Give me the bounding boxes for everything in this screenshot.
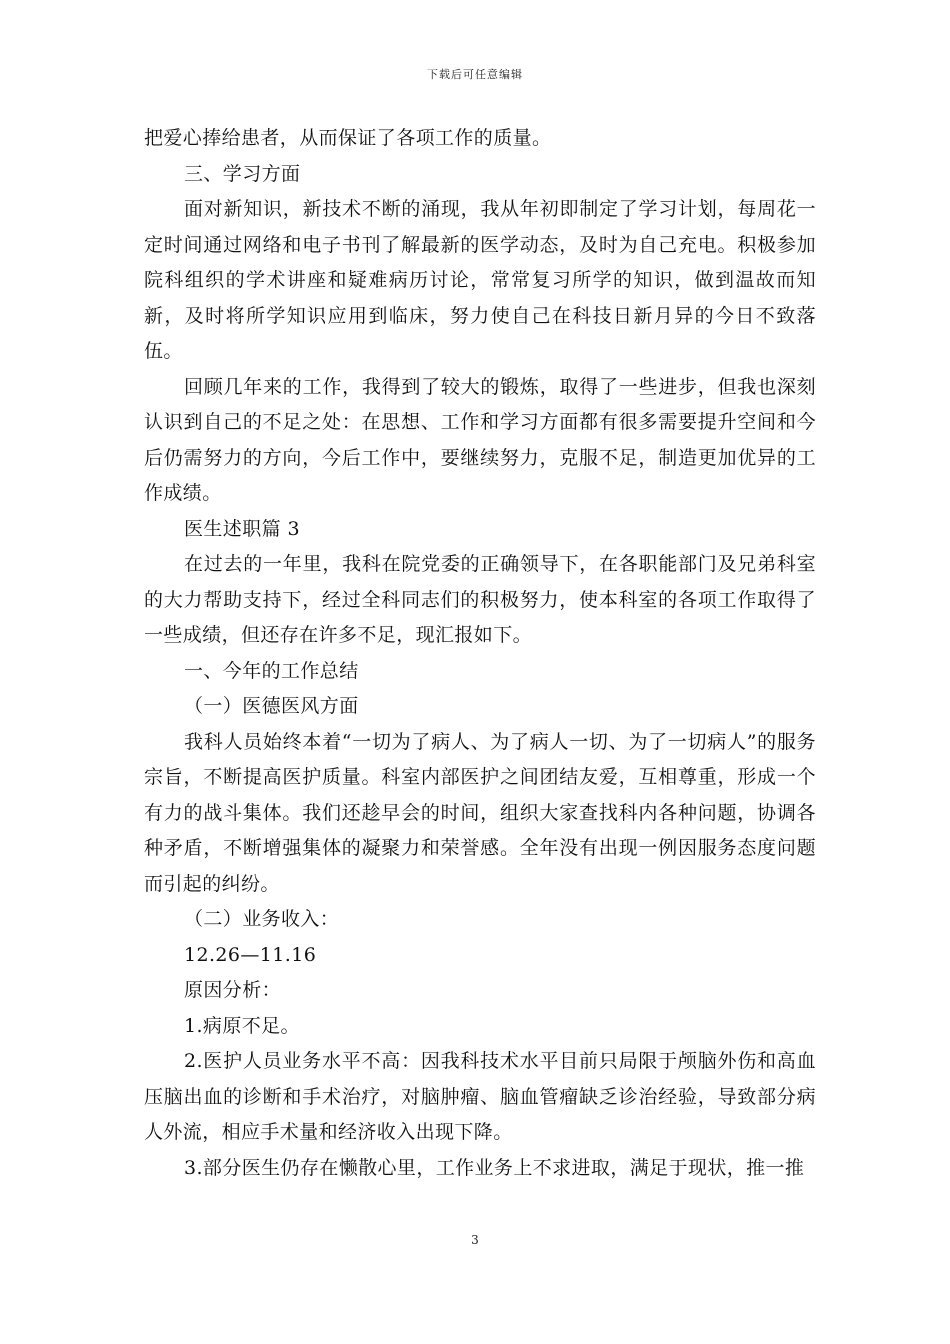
paragraph: 原因分析： [184,979,282,1001]
section-heading: 一、今年的工作总结 [184,659,359,682]
paragraph: 面对新知识，新技术不断的涌现，我从年初即制定了学习计划，每周花一定时间通过网络和电子书刊了解最新的医学动态，及时为自己充电。积极参加院科组织的学术讲座和疑难病历讨论，常常复习所学的知识，做到温故而知新，及时将所学知识应用到临床，努力使自己在科技日新月异的今日不致落伍。 [144,198,816,362]
paragraph: 回顾几年来的工作，我得到了较大的锻炼，取得了一些进步，但我也深刻认识到自己的不足之处：在思想、工作和学习方面都有很多需要提升空间和今后仍需努力的方向，今后工作中，要继续努力，克服不足，制造更加优异的工作成绩。 [144,375,816,504]
paragraph: 在过去的一年里，我科在院党委的正确领导下，在各职能部门及兄弟科室的大力帮助支持下，经过全科同志们的积极努力，使本科室的各项工作取得了一些成绩，但还存在许多不足，现汇报如下。 [144,553,816,646]
section-heading: 三、学习方面 [184,162,301,185]
section-title: 医生述职篇 3 [184,517,300,540]
paragraph: 我科人员始终本着“一切为了病人、为了病人一切、为了一切病人”的服务宗旨，不断提高医护质量。科室内部医护之间团结友爱，互相尊重，形成一个有力的战斗集体。我们还趁早会的时间，组织大家查找科内各种问题，协调各种矛盾，不断增强集体的凝聚力和荣誉感。全年没有出现一例因服务态度问题而引起的纠纷。 [144,730,816,895]
date-range: 12.26—11.16 [184,943,317,966]
subsection-heading: （一）医德医风方面 [184,695,359,717]
list-item: 2.医护人员业务水平不高：因我科技术水平目前只局限于颅脑外伤和高血压脑出血的诊断和手术治疗，对脑肿瘤、脑血管瘤缺乏诊治经验，导致部分病人外流，相应手术量和经济收入出现下降。 [144,1050,816,1143]
list-item: 1.病原不足。 [184,1014,300,1037]
document-body [144,121,816,1186]
paragraph: 把爱心捧给患者，从而保证了各项工作的质量。 [144,127,552,149]
subsection-heading: （二）业务收入： [184,908,340,930]
page-number: 3 [471,1233,479,1247]
page-header: 下载后可任意编辑 [427,68,523,81]
list-item: 3.部分医生仍存在懒散心里，工作业务上不求进取，满足于现状，推一推 [184,1156,805,1179]
